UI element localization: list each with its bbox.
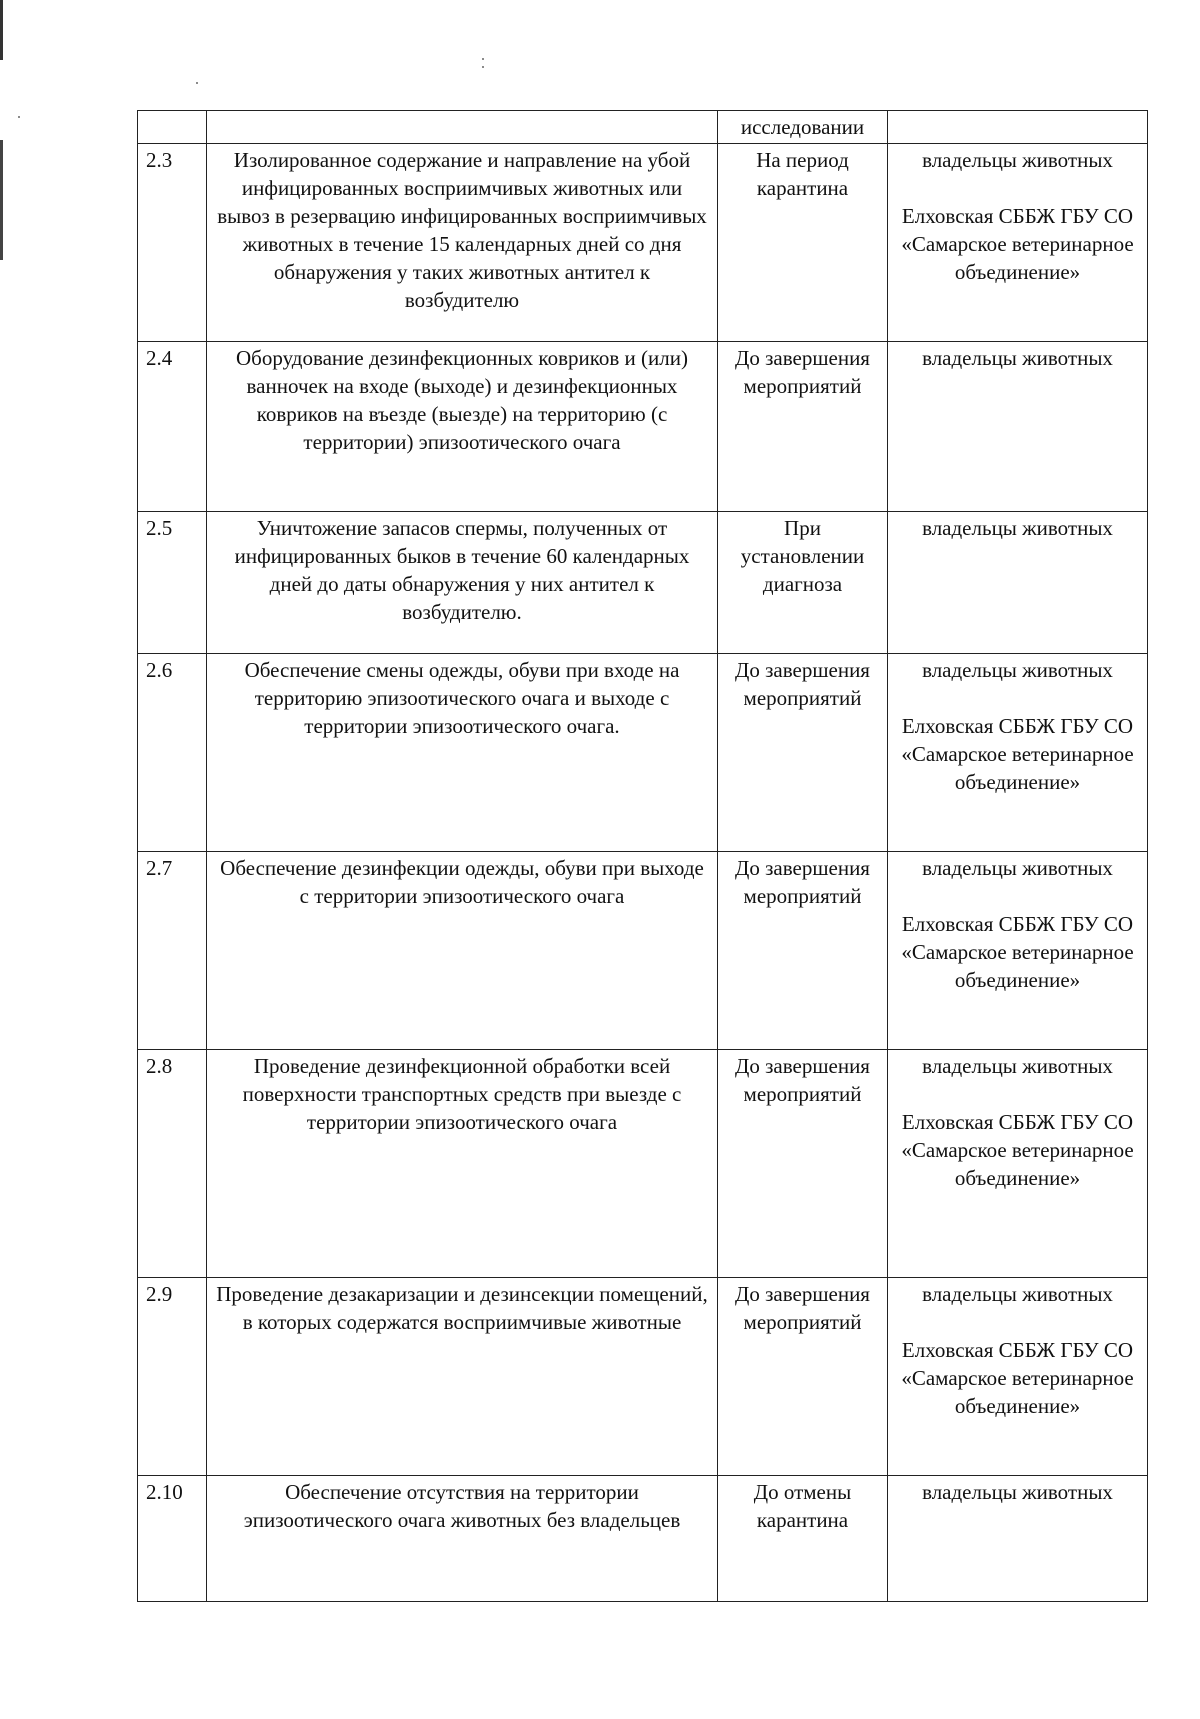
action-cell: Изолированное содержание и направление на убой инфицированных восприимчивых животных или вывоз в резервацию инфицированных восприимчивых животных в течение 15 календарных дней со дня обнаружения у таких животных антител к возбудителю (207, 144, 718, 342)
responsible-owner: владельцы животных (922, 1480, 1113, 1504)
action-cell: Уничтожение запасов спермы, полученных от инфицированных быков в течение 60 календарных дней до даты обнаружения у них антител к возбудителю. (207, 512, 718, 654)
action-cell: Проведение дезинфекционной обработки всей поверхности транспортных средств при выезде с территории эпизоотического очага (207, 1050, 718, 1278)
responsible-cell (888, 342, 1148, 512)
action-cell: Обеспечение смены одежды, обуви при входе на территорию эпизоотического очага и выходе с территории эпизоотического очага. (207, 654, 718, 852)
term-cell: До завершения мероприятий (718, 852, 888, 1050)
item-number-cell: 2.4 (138, 342, 207, 512)
item-number-cell: 2.8 (138, 1050, 207, 1278)
responsible-organization: Елховская СББЖ ГБУ СО «Самарское ветеринарное объединение» (901, 714, 1134, 794)
responsible-cell (888, 852, 1148, 1050)
responsible-owner: владельцы животных (922, 1054, 1113, 1078)
responsible-cell (888, 512, 1148, 654)
item-number-cell: 2.7 (138, 852, 207, 1050)
table-row (138, 1278, 1148, 1476)
scan-speck (196, 82, 198, 84)
item-number-cell: 2.5 (138, 512, 207, 654)
term-cell: До завершения мероприятий (718, 654, 888, 852)
table-row (138, 1476, 1148, 1602)
responsible-owner: владельцы животных (922, 148, 1113, 172)
term-cell: При установлении диагноза (718, 512, 888, 654)
responsible-cell (888, 144, 1148, 342)
responsible-owner: владельцы животных (922, 1282, 1113, 1306)
table-row (138, 144, 1148, 342)
continuation-num-cell (138, 111, 207, 144)
scan-speck (18, 116, 20, 118)
table-row (138, 852, 1148, 1050)
responsible-owner: владельцы животных (922, 658, 1113, 682)
term-cell: До отмены карантина (718, 1476, 888, 1602)
responsible-organization: Елховская СББЖ ГБУ СО «Самарское ветеринарное объединение» (901, 1338, 1134, 1418)
responsible-owner: владельцы животных (922, 516, 1113, 540)
item-number-cell: 2.6 (138, 654, 207, 852)
measures-table (137, 110, 1148, 1602)
scan-edge-shadow (0, 0, 3, 1719)
term-cell: До завершения мероприятий (718, 342, 888, 512)
table-row (138, 512, 1148, 654)
action-cell: Обеспечение дезинфекции одежды, обуви при выходе с территории эпизоотического очага (207, 852, 718, 1050)
responsible-organization: Елховская СББЖ ГБУ СО «Самарское ветеринарное объединение» (901, 1110, 1134, 1190)
item-number-cell: 2.9 (138, 1278, 207, 1476)
responsible-organization: Елховская СББЖ ГБУ СО «Самарское ветеринарное объединение» (901, 204, 1134, 284)
table-row (138, 654, 1148, 852)
item-number-cell: 2.3 (138, 144, 207, 342)
scan-speck (482, 58, 484, 60)
responsible-owner: владельцы животных (922, 856, 1113, 880)
continuation-action-cell (207, 111, 718, 144)
continuation-term-cell: исследовании (718, 111, 888, 144)
term-cell: На период карантина (718, 144, 888, 342)
responsible-cell (888, 1278, 1148, 1476)
continuation-resp-cell (888, 111, 1148, 144)
action-cell: Обеспечение отсутствия на территории эпизоотического очага животных без владельцев (207, 1476, 718, 1602)
responsible-cell (888, 1476, 1148, 1602)
scan-speck (482, 66, 484, 68)
responsible-cell (888, 1050, 1148, 1278)
responsible-organization: Елховская СББЖ ГБУ СО «Самарское ветеринарное объединение» (901, 912, 1134, 992)
responsible-owner: владельцы животных (922, 346, 1113, 370)
responsible-cell (888, 654, 1148, 852)
action-cell: Проведение дезакаризации и дезинсекции помещений, в которых содержатся восприимчивые животные (207, 1278, 718, 1476)
table-row (138, 1050, 1148, 1278)
item-number-cell: 2.10 (138, 1476, 207, 1602)
term-cell: До завершения мероприятий (718, 1278, 888, 1476)
table-row (138, 342, 1148, 512)
continuation-row (138, 111, 1148, 144)
term-cell: До завершения мероприятий (718, 1050, 888, 1278)
action-cell: Оборудование дезинфекционных ковриков и (или) ванночек на входе (выходе) и дезинфекционных ковриков на въезде (выезде) на территорию (с территории) эпизоотического очага (207, 342, 718, 512)
